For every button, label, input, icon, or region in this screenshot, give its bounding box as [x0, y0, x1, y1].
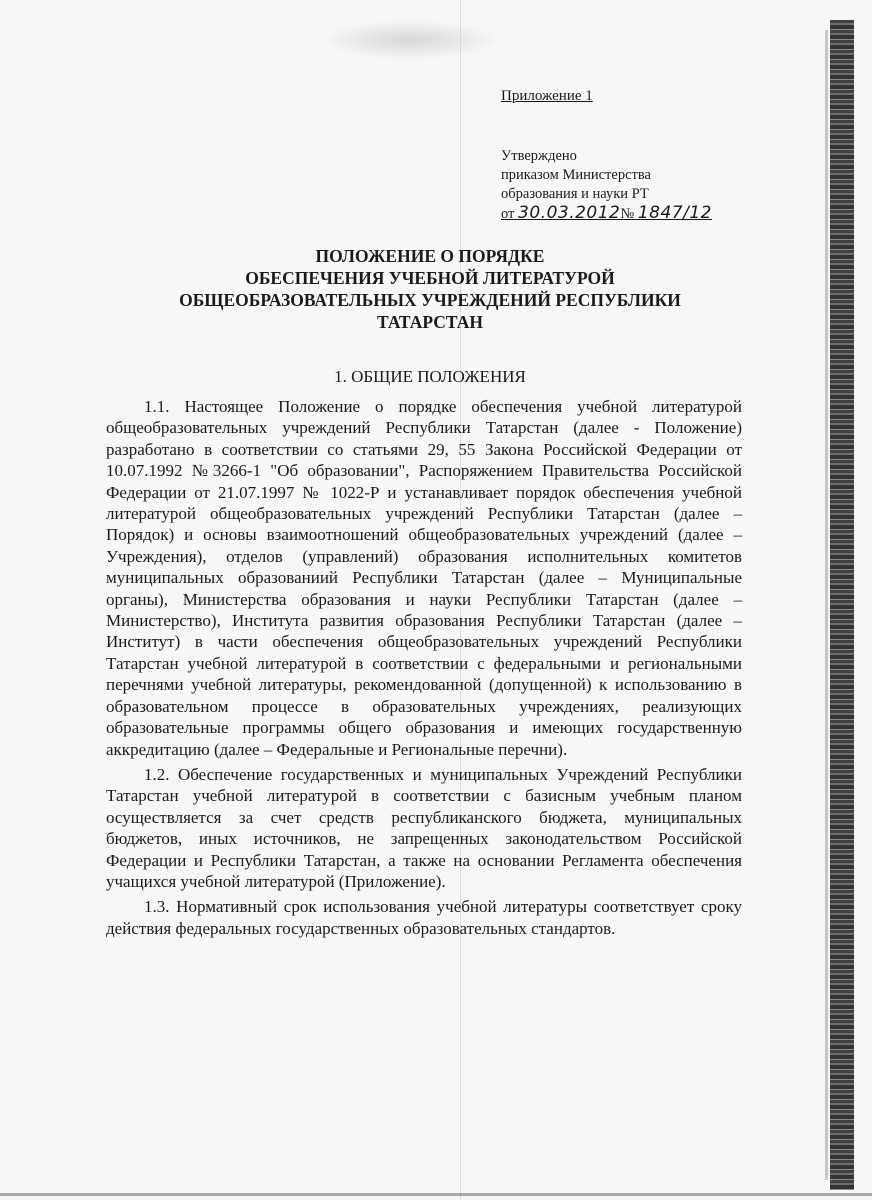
annex-label: Приложение 1	[501, 88, 593, 104]
scan-edge-bottom	[0, 1193, 872, 1196]
date-prefix: от	[501, 206, 515, 222]
scan-edge-line	[825, 30, 828, 1180]
paragraph-1-3: 1.3. Нормативный срок использования учебной литературы соответствует сроку действия федеральных государственных образовательных стандартов.	[106, 897, 742, 938]
title-line: ОБЩЕОБРАЗОВАТЕЛЬНЫХ УЧРЕЖДЕНИЙ РЕСПУБЛИКИ	[179, 290, 681, 310]
scan-edge-right	[830, 20, 854, 1190]
approval-date: 30.03.2012	[518, 203, 621, 223]
title-line: ОБЕСПЕЧЕНИЯ УЧЕБНОЙ ЛИТЕРАТУРОЙ	[245, 268, 615, 288]
title-line: ТАТАРСТАН	[377, 312, 483, 332]
approval-line-2: приказом Министерства	[501, 167, 651, 183]
document-body	[106, 396, 742, 943]
approval-date-line	[501, 204, 712, 224]
document-title	[110, 245, 750, 333]
approval-line-1: Утверждено	[501, 148, 577, 164]
scan-smudge	[320, 20, 500, 60]
paragraph-1-2: 1.2. Обеспечение государственных и муниципальных Учреждений Республики Татарстан учебной литературой в соответствии с базисным учебным планом осуществляется за счет средств республиканского бюджета, муниципальных бюджетов, иных источников, не запрещенных законодательством Российской Федерации и Республики Татарстан, а также на основании Регламента обеспечения учащихся учебной литературой (Приложение).	[106, 764, 742, 891]
approval-line-3: образования и науки РТ	[501, 186, 649, 202]
number-prefix: №	[620, 206, 635, 222]
paragraph-1-1: 1.1. Настоящее Положение о порядке обеспечения учебной литературой общеобразовательных учреждений Республики Татарстан (далее - Положение) разработано в соответствии со статьями 29, 55 Закона Российской Федерации от 10.07.1992 №3266-1 "Об образовании", Распоряжением Правительства Российской Федерации от 21.07.1997 № 1022-Р и устанавливает порядок обеспечения учебной литературой общеобразовательных учреждений Республики Татарстан (далее – Порядок) и основы взаимоотношений общеобразовательных учреждений (далее – Учреждения), отделов (управлений) образования исполнительных комитетов муниципальных образованиий Республики Татарстан (далее – Муниципальные органы), Министерства образования и науки Республики Татарстан (далее – Министерство), Института развития образования Республики Татарстан (далее – Институт) в части обеспечения общеобразовательных учреждений Республики Татарстан учебной литературой в соответствии с федеральными и региональными перечнями учебной литературы, рекомендованной (допущенной) к использованию в образовательном процессе в образовательных учреждениях, реализующих образовательные программы общего образования и имеющих государственную аккредитацию (далее – Федеральные и Региональные перечни).	[106, 397, 742, 759]
approval-number: 1847/12	[637, 203, 712, 223]
title-line: ПОЛОЖЕНИЕ О ПОРЯДКЕ	[315, 246, 545, 266]
section-heading: 1. ОБЩИЕ ПОЛОЖЕНИЯ	[334, 367, 526, 386]
approval-block	[501, 147, 712, 224]
